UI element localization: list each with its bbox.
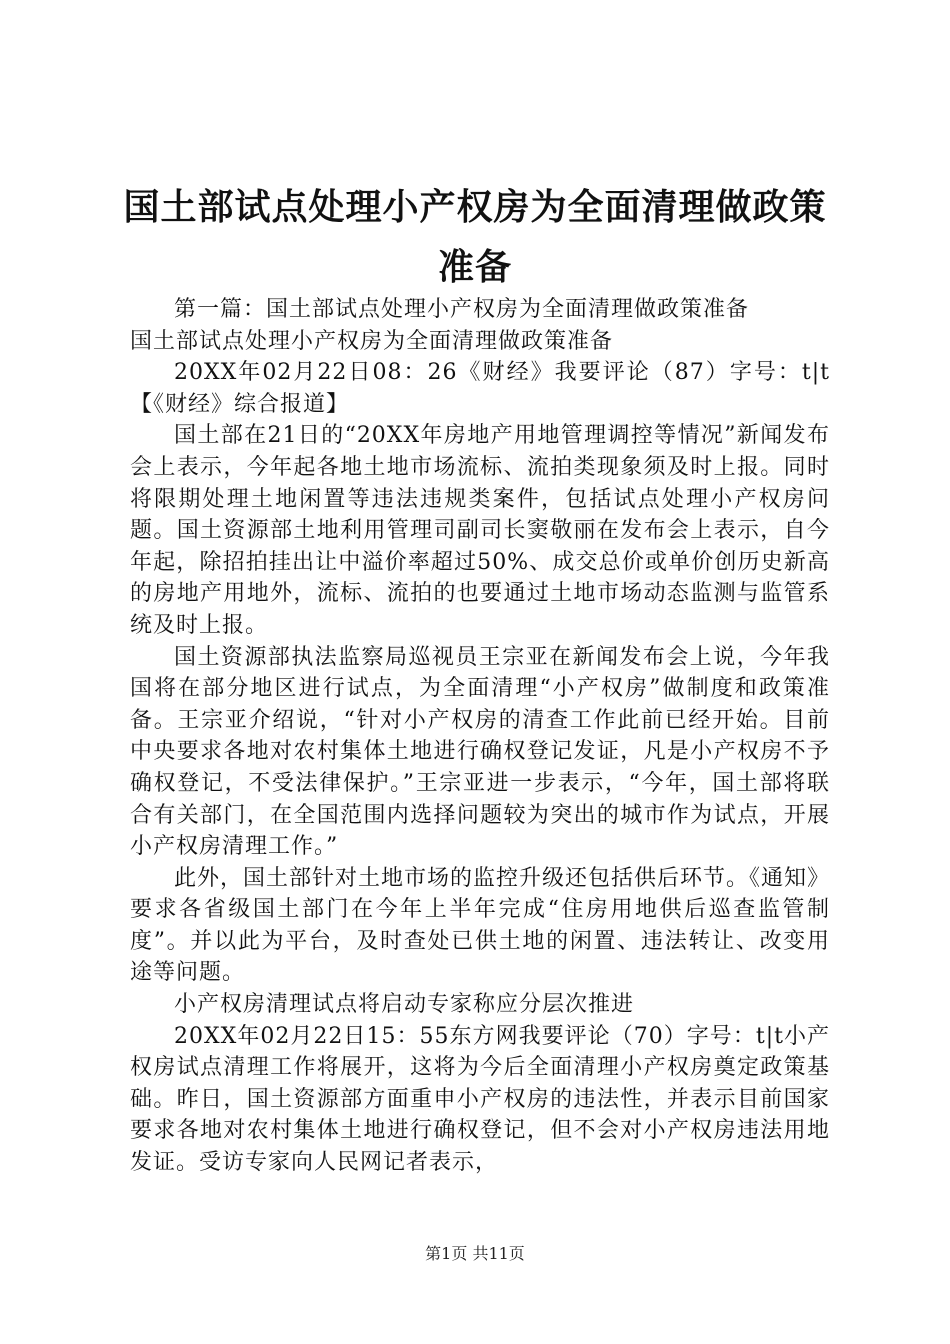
- paragraph: 此外，国土部针对土地市场的监控升级还包括供后环节。《通知》要求各省级国土部门在今年上半年完成“住房用地供后巡查监管制度”。并以此为平台，及时查处已供土地的闲置、违法转让、改变用途等问题。: [130, 865, 831, 986]
- paragraph: 20XX年02月22日08：26《财经》我要评论（87）字号：t|t【《财经》综合报道】: [130, 360, 830, 417]
- paragraph: 国土部试点处理小产权房为全面清理做政策准备: [130, 328, 614, 354]
- document-body: [130, 294, 830, 1179]
- paragraph: 20XX年02月22日15：55东方网我要评论（70）字号：t|t小产权房试点清理工作将展开，这将为今后全面清理小产权房奠定政策基础。昨日，国土资源部方面重申小产权房的违法性，并表示目前国家要求各地对农村集体土地进行确权登记，但不会对小产权房违法用地发证。受访专家向人民网记者表示，: [130, 1023, 830, 1176]
- paragraph: 第一篇：国土部试点处理小产权房为全面清理做政策准备: [174, 297, 750, 322]
- paragraph: 小产权房清理试点将启动专家称应分层次推进: [174, 992, 635, 1018]
- paragraph: 国土资源部执法监察局巡视员王宗亚在新闻发布会上说，今年我国将在部分地区进行试点，为全面清理“小产权房”做制度和政策准备。王宗亚介绍说，“针对小产权房的清查工作此前已经开始。目前中央要求各地对农村集体土地进行确权登记发证，凡是小产权房不予确权登记，不受法律保护。”王宗亚进一步表示，“今年，国土部将联合有关部门，在全国范围内选择问题较为突出的城市作为试点，开展小产权房清理工作。”: [130, 644, 830, 860]
- paragraph: 国土部在21日的“20XX年房地产用地管理调控等情况”新闻发布会上表示，今年起各地土地市场流标、流拍类现象须及时上报。同时将限期处理土地闲置等违法违规类案件，包括试点处理小产权房问题。国土资源部土地利用管理司副司长窦敬丽在发布会上表示，自今年起，除招拍挂出让中溢价率超过50%、成交总价或单价创历史新高的房地产用地外，流标、流拍的也要通过土地市场动态监测与监管系统及时上报。: [130, 423, 830, 638]
- document-title: 国土部试点处理小产权房为全面清理做政策准备: [123, 187, 827, 288]
- page-number-footer: 第1页 共11页: [425, 1244, 525, 1263]
